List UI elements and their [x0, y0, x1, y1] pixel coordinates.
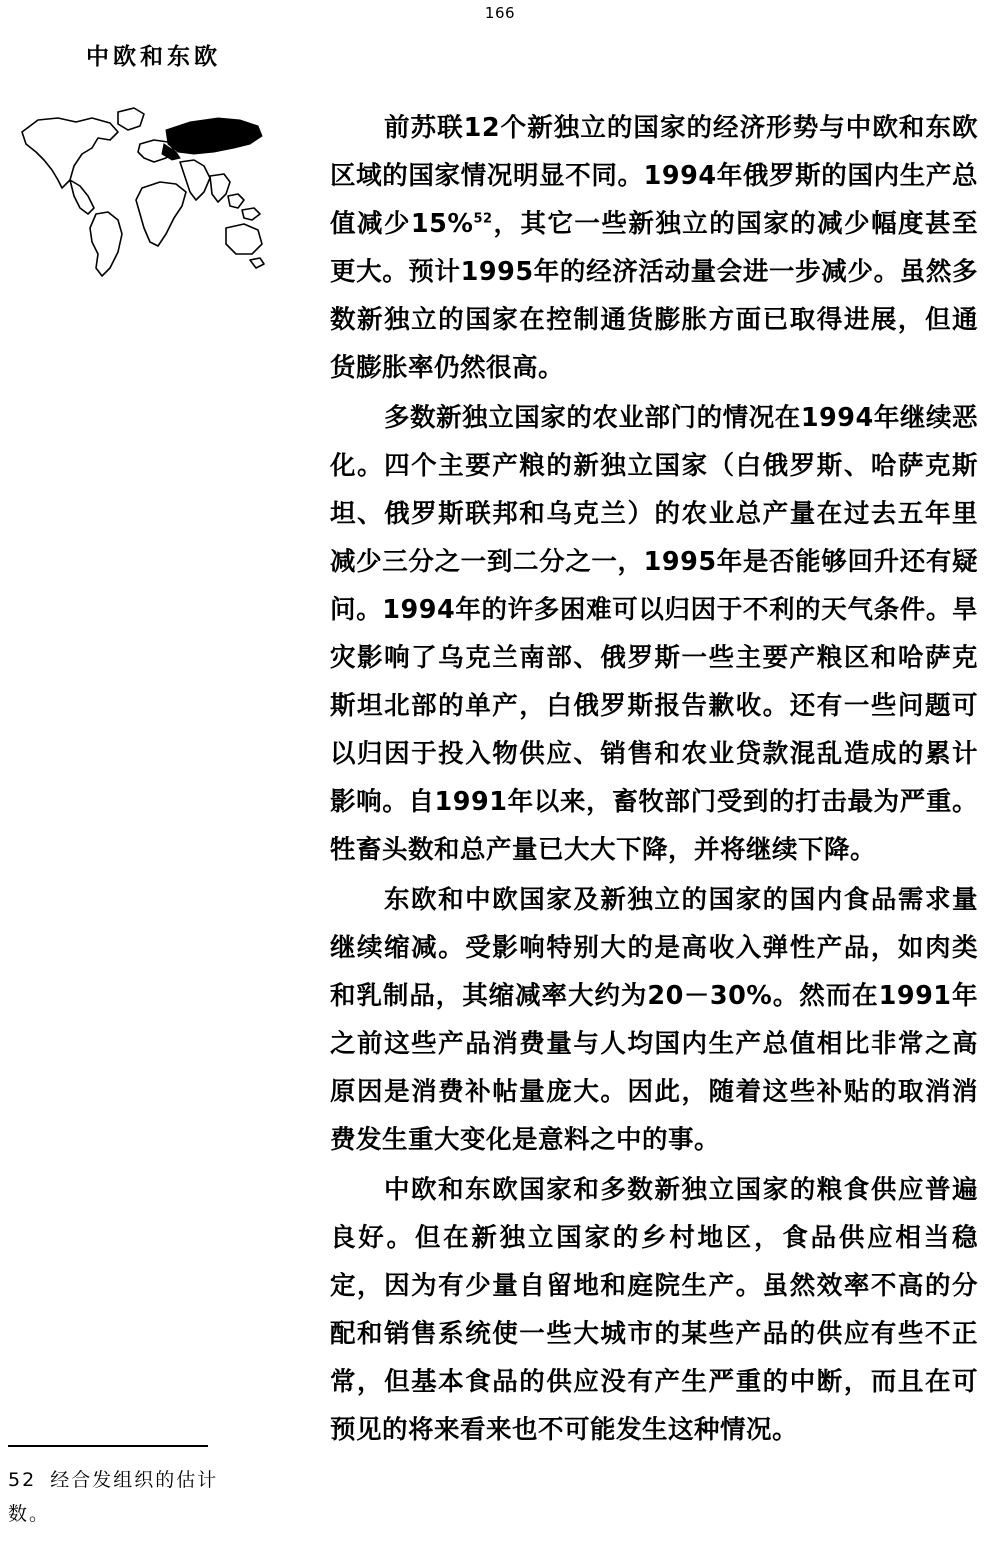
paragraph-2: 多数新独立国家的农业部门的情况在1994年继续恶化。四个主要产粮的新独立国家（白俄罗斯、哈萨克斯坦、俄罗斯联邦和乌克兰）的农业总产量在过去五年里减少三分之一到二分之一，1995年是否能够回升还有疑问。1994年的许多困难可以归因于不利的天气条件。旱灾影响了乌克兰南部、俄罗斯一些主要产粮区和哈萨克斯坦北部的单产，白俄罗斯报告歉收。还有一些问题可以归因于投入物供应、销售和农业贷款混乱造成的累计影响。自1991年以来，畜牧部门受到的打击最为严重。牲畜头数和总产量已大大下降，并将继续下降。	[330, 403, 978, 865]
footnote-marker: 52	[473, 211, 493, 227]
paragraph-1	[330, 104, 978, 392]
footnote-line	[8, 1463, 258, 1531]
footnote-block	[8, 1445, 258, 1531]
paragraph-1-tail: ，其它一些新独立的国家的减少幅度甚至更大。预计1995年的经济活动量会进一步减少。虽然多数新独立的国家在控制通货膨胀方面已取得进展，但通货膨胀率仍然很高。	[330, 209, 978, 383]
page-number: 166	[484, 4, 516, 22]
footnote-divider	[8, 1445, 208, 1447]
world-map-icon	[14, 96, 279, 281]
paragraph-1-text: 前苏联12个新独立的国家的经济形势与中欧和东欧区域的国家情况明显不同。1994年俄罗斯的国内生产总值减少15%	[330, 113, 978, 239]
body-column	[330, 104, 978, 1456]
world-map-figure	[14, 96, 279, 281]
footnote-number: 52	[8, 1469, 37, 1491]
section-heading: 中欧和东欧	[86, 44, 221, 70]
paragraph-4: 中欧和东欧国家和多数新独立国家的粮食供应普遍良好。但在新独立国家的乡村地区，食品供应相当稳定，因为有少量自留地和庭院生产。虽然效率不高的分配和销售系统使一些大城市的某些产品的供应有些不正常，但基本食品的供应没有产生严重的中断，而且在可预见的将来看来也不可能发生这种情况。	[330, 1175, 978, 1445]
footnote-text: 经合发组织的估计数。	[8, 1469, 219, 1525]
paragraph-3: 东欧和中欧国家及新独立的国家的国内食品需求量继续缩减。受影响特别大的是高收入弹性产品，如肉类和乳制品，其缩减率大约为20－30%。然而在1991年之前这些产品消费量与人均国内生产总值相比非常之高原因是消费补帖量庞大。因此，随着这些补贴的取消消费发生重大变化是意料之中的事。	[330, 885, 978, 1155]
